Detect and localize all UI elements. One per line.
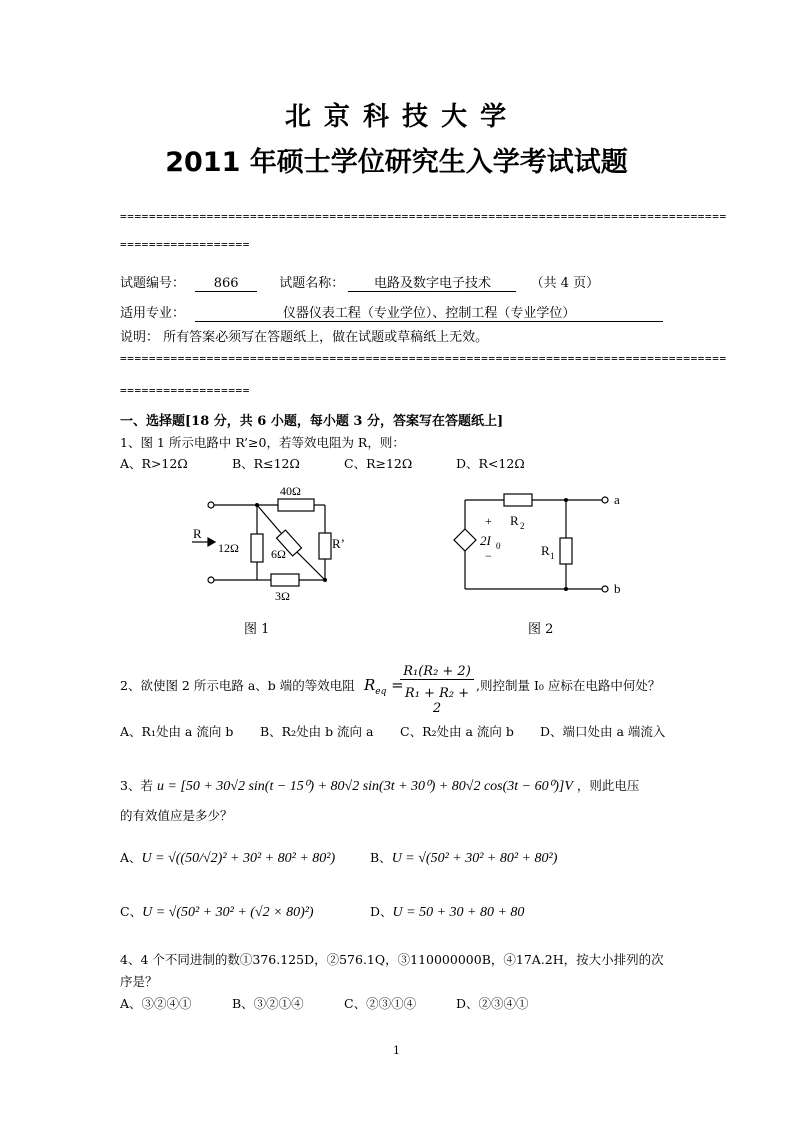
q4-option-c: C、②③①④ <box>344 996 417 1011</box>
label-source: 2I <box>480 533 491 548</box>
exam-meta-row <box>120 272 599 292</box>
q2-option-a: A、R₁处由 a 流向 b <box>120 724 234 739</box>
q3-option-b: B、U = √(50² + 30² + 80² + 80²) <box>370 850 558 866</box>
q2-req: $R_{eq}$ = <box>364 676 404 697</box>
q3-option-a: A、U = √((50/√2)² + 30² + 80² + 80²) <box>120 850 336 866</box>
q3-prefix: 3、若 <box>120 778 153 793</box>
major-label: 适用专业： <box>120 306 186 321</box>
label-40: 40Ω <box>280 484 301 498</box>
separator-line-2: ==================================================================================== <box>120 352 727 365</box>
label-r2-sub: 2 <box>520 521 525 531</box>
separator-line-short: ================== <box>120 238 251 251</box>
arrow-icon <box>208 538 215 546</box>
q3-formula: u = [50 + 30√2 sin(t − 15⁰) + 80√2 sin(3t + 30⁰) + 80√2 cos(3t − 60⁰)]V <box>156 779 573 794</box>
separator-line: ==================================================================================== <box>120 210 727 223</box>
q3-line1 <box>120 776 639 795</box>
exam-pages: （共 4 页） <box>530 276 600 291</box>
label-6: 6Ω <box>271 547 286 561</box>
university-title: 北 京 科 技 大 学 <box>284 102 509 132</box>
label-3: 3Ω <box>275 589 290 603</box>
label-R: R <box>193 526 202 541</box>
resistor-3 <box>271 574 299 586</box>
exam-title: 2011 年硕士学位研究生入学考试试题 <box>165 147 628 178</box>
label-rprime: R’ <box>332 536 345 551</box>
figure1-circuit <box>180 478 360 608</box>
exam-code-value: 866 <box>195 276 257 292</box>
q2-numerator: R₁(R₂ + 2) <box>400 664 474 680</box>
q4-option-a: A、③②④① <box>120 996 192 1011</box>
q2-suffix: ,则控制量 I₀ 应标在电路中何处？ <box>476 678 661 693</box>
terminal-b <box>602 586 608 592</box>
label-12: 12Ω <box>218 541 239 555</box>
q3-line2: 的有效值应是多少？ <box>120 808 233 823</box>
q2-option-b: B、R₂处由 b 流向 a <box>260 724 374 739</box>
exam-name-value: 电路及数字电子技术 <box>348 272 516 292</box>
resistor-rprime <box>319 533 331 559</box>
page-number: 1 <box>393 1044 400 1057</box>
instruction-note: 说明： 所有答案必须写在答题纸上，做在试题或草稿纸上无效。 <box>120 330 489 345</box>
q2-option-c: C、R₂处由 a 流向 b <box>400 724 514 739</box>
q1-option-c: C、R≥12Ω <box>344 456 413 471</box>
q1-option-b: B、R≤12Ω <box>232 456 300 471</box>
terminal-bottom-left <box>208 577 214 583</box>
q3-suffix: ，则此电压 <box>576 778 640 793</box>
exam-name-label: 试题名称： <box>279 276 345 291</box>
q2-prefix: 2、欲使图 2 所示电路 a、b 端的等效电阻 <box>120 678 355 693</box>
major-value: 仪器仪表工程（专业学位）、控制工程（专业学位） <box>195 302 663 322</box>
label-a: a <box>614 492 620 507</box>
label-r1: R <box>541 543 550 558</box>
major-row <box>120 302 663 322</box>
q3-option-c: C、U = √(50² + 30² + (√2 × 80)²) <box>120 904 314 920</box>
q1-option-d: D、R<12Ω <box>456 456 525 471</box>
q1-stem: 1、图 1 所示电路中 R’≥0，若等效电阻为 R，则： <box>120 435 405 450</box>
section-heading: 一、选择题[18 分，共 6 小题，每小题 3 分，答案写在答题纸上] <box>120 414 504 429</box>
terminal-top-left <box>208 502 214 508</box>
q2-option-d: D、端口处由 a 端流入 <box>540 724 666 739</box>
exam-code-label: 试题编号： <box>120 276 186 291</box>
q4-line1: 4、4 个不同进制的数①376.125D，②576.1Q，③110000000B，④17A.2H，按大小排列的次 <box>120 952 664 967</box>
figure2-caption: 图 2 <box>528 622 554 637</box>
q1-option-a: A、R>12Ω <box>120 456 188 471</box>
label-source-sub: 0 <box>496 541 501 551</box>
q2-denominator: R₁ + R₂ + 2 <box>404 686 470 716</box>
q4-option-d: D、②③④① <box>456 996 529 1011</box>
label-plus: + <box>485 514 492 528</box>
terminal-a <box>602 497 608 503</box>
separator-line-2-short: ================== <box>120 384 251 397</box>
label-b: b <box>614 581 621 596</box>
figure1-caption: 图 1 <box>244 622 270 637</box>
dependent-source-icon <box>454 529 476 551</box>
figure2-circuit <box>450 488 630 603</box>
resistor-r2 <box>504 494 532 506</box>
q2-stem <box>120 676 355 694</box>
resistor-40 <box>278 499 314 511</box>
label-minus: − <box>485 549 492 563</box>
q3-option-d: D、U = 50 + 30 + 80 + 80 <box>370 904 525 920</box>
resistor-12 <box>251 534 263 562</box>
label-r1-sub: 1 <box>550 551 555 561</box>
resistor-r1 <box>560 538 572 564</box>
q4-line2: 序是？ <box>120 974 158 989</box>
q4-option-b: B、③②①④ <box>232 996 304 1011</box>
label-r2: R <box>510 513 519 528</box>
